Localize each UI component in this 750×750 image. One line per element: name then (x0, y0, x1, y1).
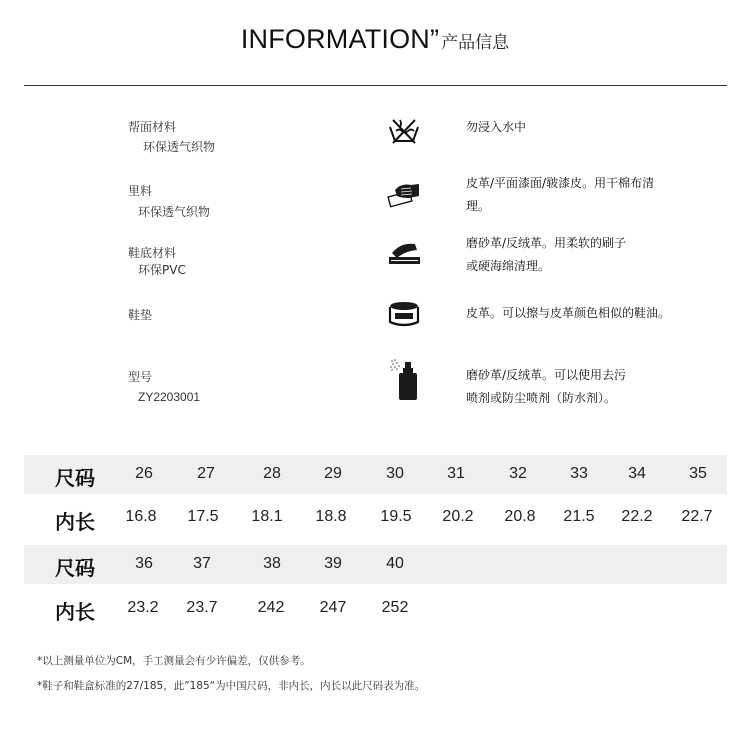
care-text-2-line2: 理。 (466, 199, 491, 213)
size-cell: 32 (509, 465, 527, 482)
spec-insole-label: 鞋垫 (128, 308, 153, 322)
spec-sole-value: 环保PVC (138, 263, 186, 277)
size-cell: 35 (689, 465, 707, 482)
size-cell: 33 (570, 465, 588, 482)
length-row-label: 内长 (55, 600, 95, 624)
length-cell: 22.2 (621, 508, 653, 525)
length-cell: 21.5 (563, 508, 595, 525)
no-wash-icon (387, 114, 421, 148)
note-measurement: *以上测量单位为CM，手工测量会有少许偏差，仅供参考。 (37, 655, 311, 667)
care-text-5-line1: 磨砂革/反绒革。可以使用去污 (466, 368, 627, 382)
size-cell: 37 (193, 555, 211, 572)
spec-model-value: ZY2203001 (138, 390, 201, 404)
care-text-2 (466, 172, 654, 218)
care-text-4 (466, 302, 670, 325)
length-cell: 247 (319, 599, 347, 616)
length-cell: 22.7 (681, 508, 713, 525)
page-title (0, 24, 750, 55)
spec-sole-label: 鞋底材料 (128, 246, 177, 260)
care-text-5 (466, 364, 626, 410)
size-cell: 29 (324, 465, 342, 482)
spec-model-label: 型号 (128, 370, 153, 384)
size-cell: 26 (135, 465, 153, 482)
spec-lining-label: 里料 (128, 184, 153, 198)
length-cell: 252 (381, 599, 409, 616)
hand-cloth-icon (387, 176, 421, 210)
care-text-3-line1: 磨砂革/反绒革。用柔软的刷子 (466, 236, 627, 250)
size-cell: 28 (263, 465, 281, 482)
length-cell: 20.8 (504, 508, 536, 525)
care-text-3 (466, 232, 626, 278)
title-english: INFORMATION” (240, 24, 440, 54)
note-size-standard: *鞋子和鞋盒标准的27/185，此”185“为中国尺码，非内长，内长以此尺码表为准。 (37, 680, 426, 692)
brush-icon (387, 236, 421, 270)
size-row-label: 尺码 (55, 556, 95, 580)
care-text-4-line1: 皮革。可以擦与皮革颜色相似的鞋油。 (466, 306, 671, 320)
length-cell: 18.1 (251, 508, 283, 525)
care-text-1 (466, 116, 526, 139)
size-cell: 30 (386, 465, 404, 482)
care-text-3-line2: 或硬海绵清理。 (466, 259, 551, 273)
spec-upper-value: 环保透气织物 (143, 140, 216, 154)
care-text-5-line2: 喷剂或防尘喷剂（防水剂）。 (466, 391, 617, 405)
size-row-label: 尺码 (55, 466, 95, 490)
length-cell: 17.5 (187, 508, 219, 525)
spec-upper-label: 帮面材料 (128, 120, 177, 134)
spray-can-icon (389, 358, 419, 402)
size-cell: 39 (324, 555, 342, 572)
size-cell: 31 (447, 465, 465, 482)
length-cell: 23.7 (186, 599, 218, 616)
shoe-polish-icon (387, 298, 421, 332)
size-cell: 38 (263, 555, 281, 572)
size-cell: 34 (628, 465, 646, 482)
length-cell: 18.8 (315, 508, 347, 525)
length-cell: 19.5 (380, 508, 412, 525)
size-cell: 36 (135, 555, 153, 572)
length-cell: 20.2 (442, 508, 474, 525)
length-cell: 23.2 (127, 599, 159, 616)
length-cell: 16.8 (125, 508, 157, 525)
care-text-1-line1: 勿浸入水中 (466, 120, 527, 134)
length-cell: 242 (257, 599, 285, 616)
size-cell: 40 (386, 555, 404, 572)
title-chinese: 产品信息 (441, 33, 510, 52)
size-cell: 27 (197, 465, 215, 482)
length-row-label: 内长 (55, 510, 95, 534)
spec-lining-value: 环保透气织物 (138, 205, 211, 219)
care-text-2-line1: 皮革/平面漆面/皲漆皮。用干棉布清 (466, 176, 655, 190)
header-divider (24, 85, 727, 86)
